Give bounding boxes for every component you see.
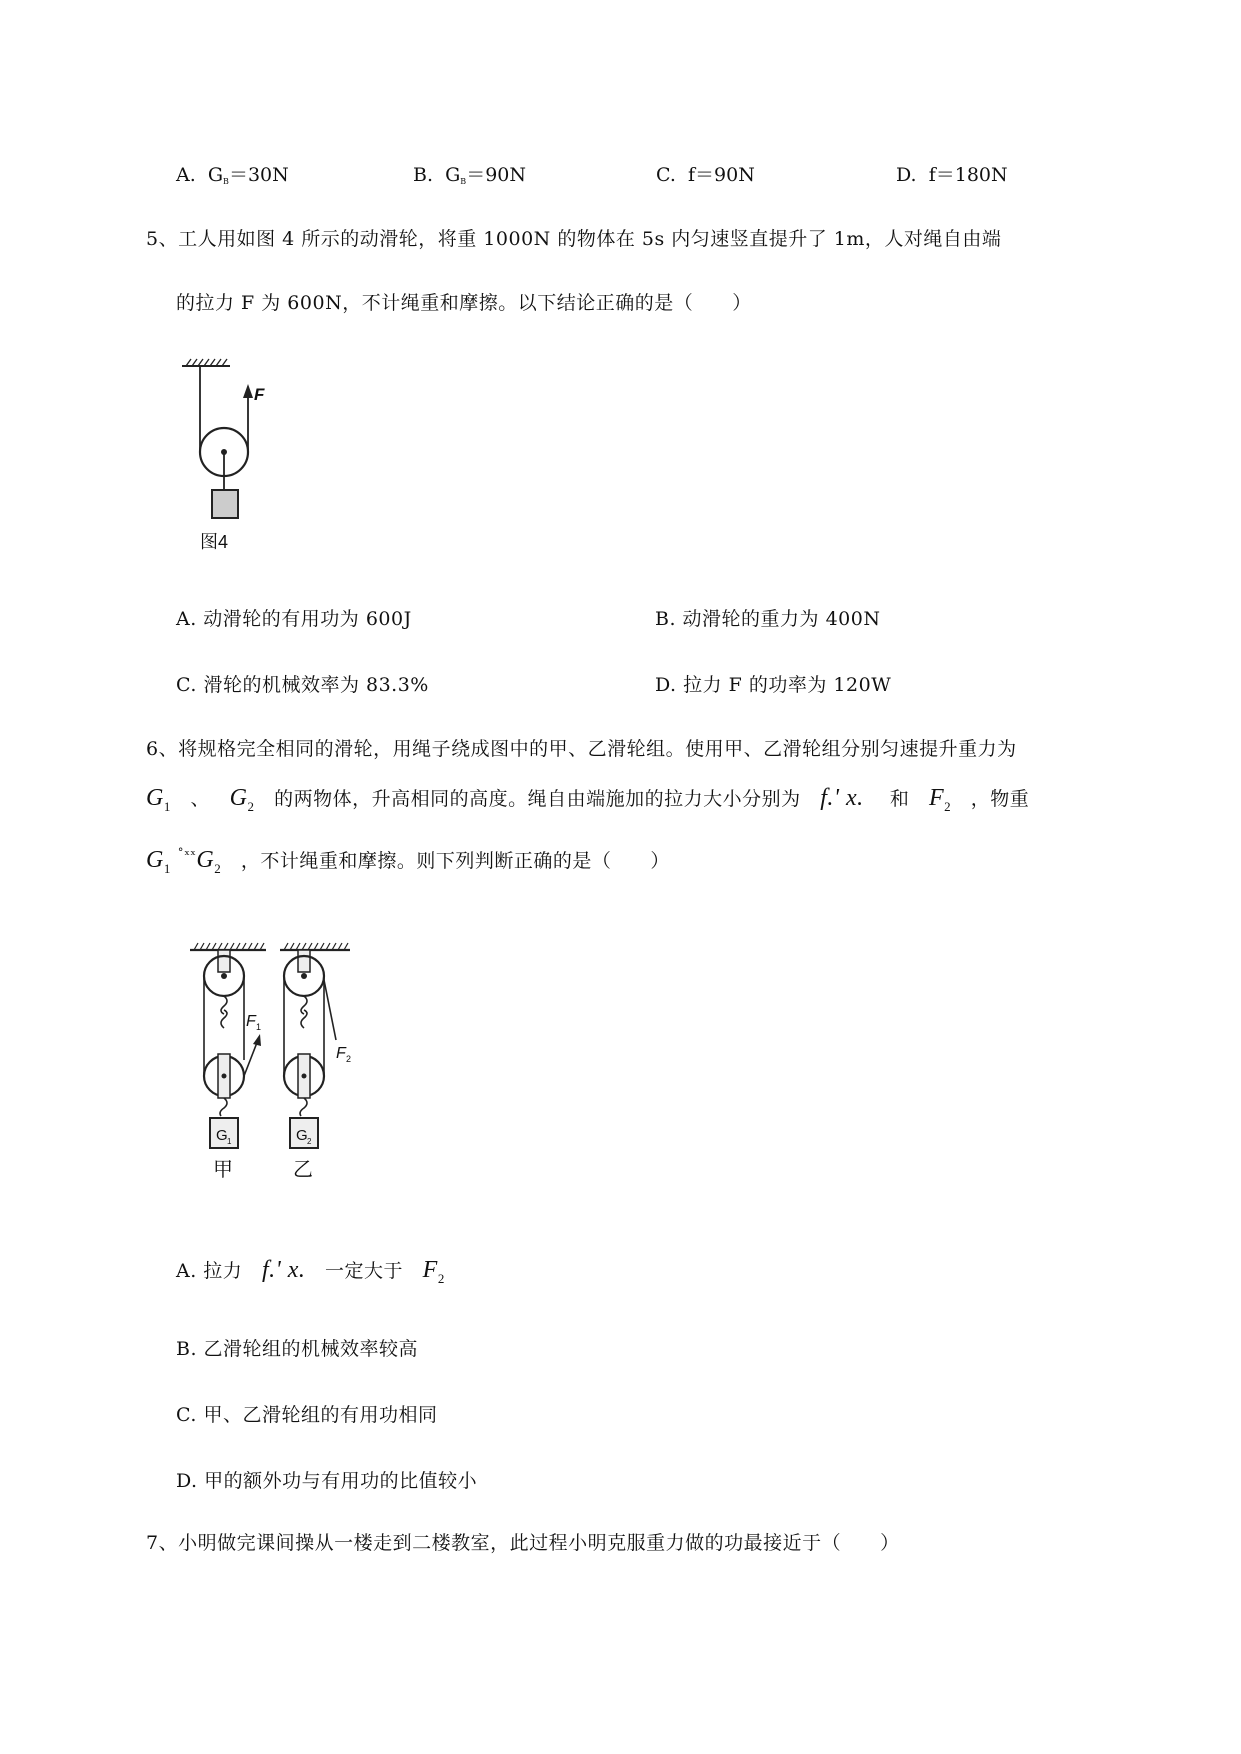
- g1-subscript: 1: [163, 861, 171, 876]
- question-text: ，不计绳重和摩擦。则下列判断正确的是（ ）: [240, 850, 670, 872]
- g2-symbol: G: [229, 785, 248, 811]
- g1-symbol: G: [146, 847, 164, 873]
- q5-option-a: A. 动滑轮的有用功为 600J: [176, 608, 412, 630]
- weight-subscript: 2: [307, 1137, 312, 1146]
- question-text: 的两物体，升高相同的高度。绳自由端施加的拉力大小分别为: [274, 788, 801, 810]
- option-value: ＝90N: [466, 164, 526, 186]
- q6-figure-pulley-systems: [186, 940, 386, 1190]
- weight-label: G: [216, 1127, 228, 1144]
- f2-symbol: F: [928, 785, 945, 811]
- option-value: ＝30N: [228, 164, 289, 186]
- q6-stem-line1: [146, 734, 1017, 761]
- question-text: 工人用如图 4 所示的动滑轮，将重 1000N 的物体在 5s 内匀速竖直提升了 1m，人对绳自由端: [178, 228, 1002, 250]
- option-sub: B: [460, 177, 467, 186]
- question-text: ，物重: [970, 788, 1030, 810]
- option-letter: A.: [176, 164, 196, 186]
- q6-option-a: [176, 1256, 445, 1287]
- q5-option-d: D. 拉力 F 的功率为 120W: [655, 674, 892, 696]
- f1-symbol: f.' x.: [820, 785, 864, 811]
- g2-subscript: 2: [247, 799, 255, 814]
- separator: 、: [190, 788, 210, 810]
- force-subscript: 1: [256, 1022, 262, 1032]
- weight-subscript: 1: [227, 1137, 232, 1146]
- option-text: 一定大于: [325, 1260, 404, 1282]
- q6-stem-line3: [146, 846, 670, 877]
- relation-symbol: ˚ˣˣ: [177, 848, 197, 863]
- pulley-system-left: [190, 943, 266, 1181]
- question-number: 6、: [146, 738, 179, 760]
- q4-option-a: [176, 160, 289, 187]
- option-sub: B: [223, 177, 229, 186]
- figure-caption: 甲: [213, 1159, 233, 1181]
- f2-subscript: 2: [944, 799, 952, 814]
- force-subscript: 2: [346, 1054, 352, 1064]
- option-letter: D.: [896, 164, 917, 186]
- conjunction: 和: [889, 788, 910, 810]
- q6-stem-line2: [146, 784, 1029, 815]
- f2-subscript: 2: [437, 1271, 445, 1286]
- q7-stem: [146, 1528, 900, 1555]
- q5-stem-line1: [146, 224, 1001, 251]
- option-var: G: [445, 164, 461, 186]
- g2-symbol: G: [196, 847, 215, 873]
- q5-stem-line2: 的拉力 F 为 600N，不计绳重和摩擦。以下结论正确的是（ ）: [176, 292, 752, 314]
- option-text: A. 拉力: [176, 1260, 243, 1282]
- question-text: 将规格完全相同的滑轮，用绳子绕成图中的甲、乙滑轮组。使用甲、乙滑轮组分别匀速提升重力为: [178, 738, 1017, 760]
- figure-caption: 图4: [200, 532, 229, 552]
- figure-caption: 乙: [293, 1159, 313, 1181]
- q5-option-b: B. 动滑轮的重力为 400N: [655, 608, 881, 630]
- f2-symbol: F: [422, 1257, 438, 1283]
- q4-option-d: [896, 160, 1008, 187]
- f1-symbol: f.' x.: [261, 1257, 306, 1283]
- q4-option-c: [656, 160, 755, 187]
- option-letter: B.: [413, 164, 434, 186]
- g1-subscript: 1: [163, 799, 171, 814]
- q4-option-b: [413, 160, 526, 187]
- question-number: 7、: [146, 1532, 179, 1554]
- g2-subscript: 2: [214, 861, 222, 876]
- pulley-system-right: [280, 943, 351, 1181]
- q5-option-c: C. 滑轮的机械效率为 83.3%: [176, 674, 429, 696]
- q5-figure-movable-pulley: [170, 356, 280, 556]
- g1-symbol: G: [146, 785, 164, 811]
- option-value: f＝180N: [928, 164, 1008, 186]
- q6-option-d: D. 甲的额外功与有用功的比值较小: [176, 1470, 478, 1492]
- option-var: G: [207, 164, 224, 186]
- option-value: f＝90N: [688, 164, 755, 186]
- option-letter: C.: [656, 164, 676, 186]
- force-label: F: [254, 385, 265, 404]
- weight-label: G: [296, 1127, 308, 1144]
- q6-option-c: C. 甲、乙滑轮组的有用功相同: [176, 1404, 438, 1426]
- q6-option-b: B. 乙滑轮组的机械效率较高: [176, 1338, 419, 1360]
- force-label: F: [336, 1045, 346, 1062]
- question-text: 小明做完课间操从一楼走到二楼教室，此过程小明克服重力做的功最接近于（ ）: [178, 1532, 900, 1554]
- question-number: 5、: [146, 228, 179, 250]
- force-label: F: [246, 1013, 256, 1030]
